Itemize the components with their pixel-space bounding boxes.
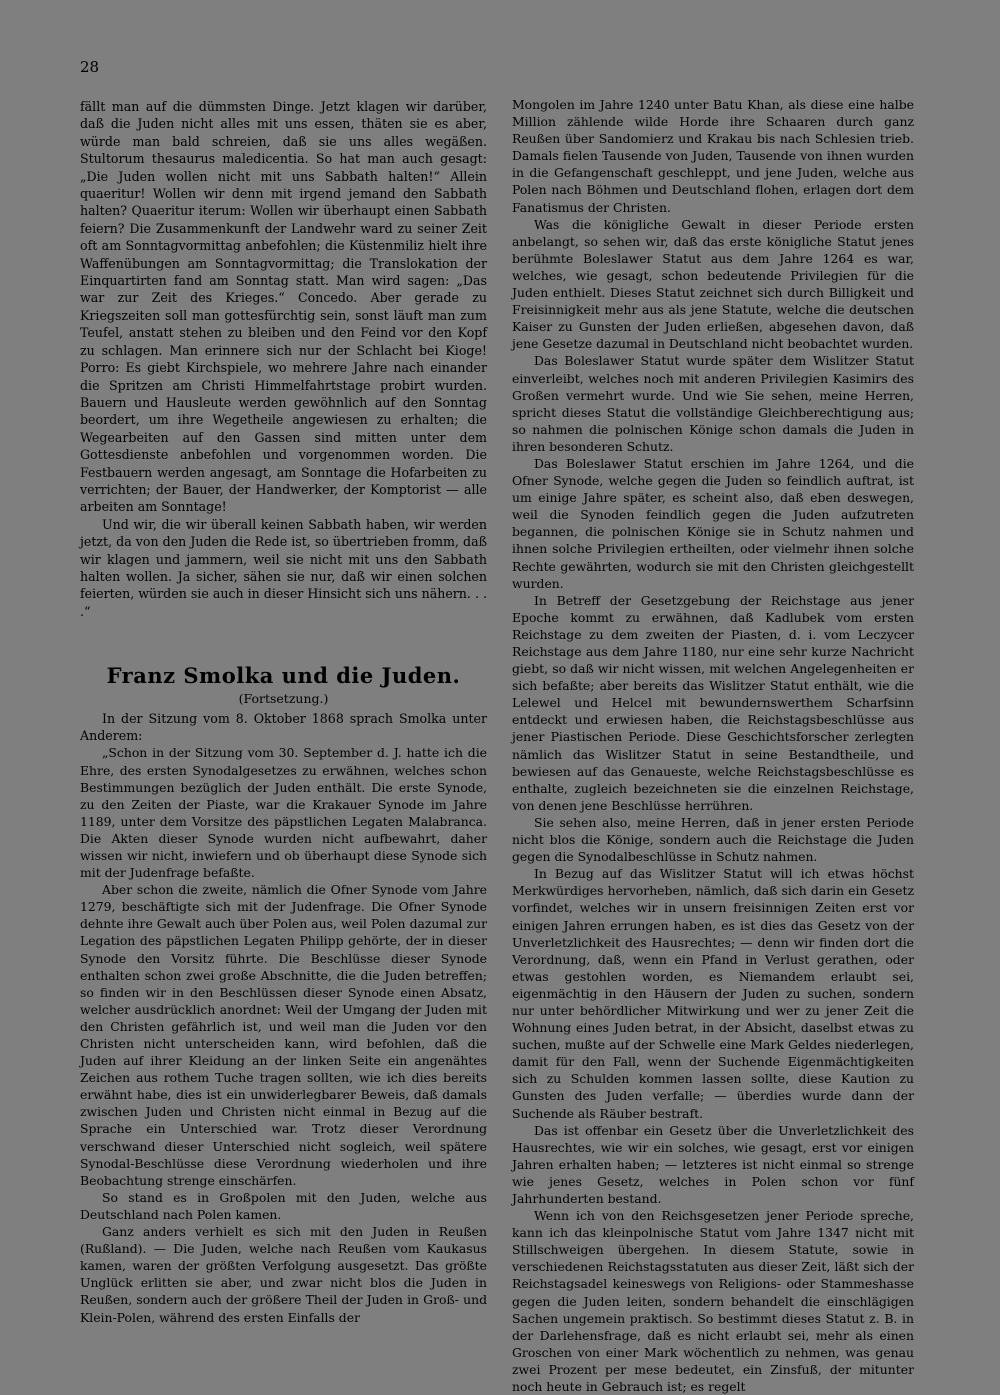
quote-paragraph: Wenn ich von den Reichsgesetzen jener Periode spreche, kann ich das kleinpolnische Statut vom Jahre 1347 nicht mit Stillschweigen übergehen. In diesem Statute, sowie in verschiedenen Reichstagsstatuten aus dieser Zeit, läßt sich der Reichstagsadel keineswegs von Religions- oder Stammeshasse gegen die Juden leiten, sondern behandelt die einschlägigen Sachen ungemein praktisch. So bestimmt dieses Statut z. B. in der Darlehensfrage, daß es nicht erlaubt sei, mehr als einen Groschen von einer Mark wöchentlich zu nehmen, was genau zwei Prozent per mese bedeutet, ein Zinsfuß, der mitunter noch heute in Gebrauch ist; es regelt [512, 1208, 914, 1395]
quote-paragraph: Sie sehen also, meine Herren, daß in jener ersten Periode nicht blos die Könige, sondern auch die Reichstage die Juden gegen die Synodalbeschlüsse in Schutz nahmen. [512, 814, 914, 865]
body-paragraph: Und wir, die wir überall keinen Sabbath haben, wir werden jetzt, da von den Juden die Rede ist, so übertrieben fromm, daß wir klagen und jammern, weil sie nicht mit uns den Sabbath halten wollen. Ja sicher, sähen sie nur, daß wir einen solchen feierten, würden sie auch in dieser Hinsicht sich uns nähern. . . .“ [80, 516, 487, 619]
quote-paragraph: Ganz anders verhielt es sich mit den Juden in Reußen (Rußland). — Die Juden, welche nach Reußen vom Kaukasus kamen, waren der größten Verfolgung ausgesetzt. Das größte Unglück erlitten sie aber, und zwar nicht blos die Juden in Reußen, sondern auch der größere Theil der Juden in Groß- und Klein-Polen, während des ersten Einfalls der [80, 1224, 487, 1325]
quote-paragraph: Mongolen im Jahre 1240 unter Batu Khan, als diese eine halbe Million zählende wilde Horde ihre Schaaren durch ganz Reußen über Sandomierz und Krakau bis nach Schlesien trieb. Damals fielen Tausende von Juden, Tausende von ihnen wurden in die Gefangenschaft geschleppt, und jene Juden, welche aus Polen nach Böhmen und Deutschland flohen, erlagen dort dem Fanatismus der Christen. [512, 97, 914, 215]
article-title: Franz Smolka und die Juden. [106, 663, 461, 689]
speech-quote [80, 744, 487, 1325]
quote-paragraph: Das Boleslawer Statut erschien im Jahre 1264, und die Ofner Synode, welche gegen die Juden so feindlich auftrat, ist um einige Jahre später, es scheint also, daß eben deswegen, weil die Synoden feindlich gegen die Juden aufzutreten begannen, die polnischen Könige sie in Schutz nahmen und ihnen solche Privilegien ertheilten, oder vielmehr ihnen solche Rechte gewährten, wodurch sie mit den Christen gleichgestellt wurden. [512, 455, 914, 591]
quote-paragraph: In Bezug auf das Wislitzer Statut will ich etwas höchst Merkwürdiges hervorheben, nämlich, daß sich darin ein Gesetz vorfindet, welches wir in unsern freisinnigen Zeiten erst vor einigen Jahren errungen haben, es ist dies das Gesetz von der Unverletzlichkeit des Hausrechtes; — denn wir finden dort die Verordnung, daß, wenn ein Pfand in Verlust gerathen, oder etwas gestohlen worden, es Niemandem erlaubt sei, eigenmächtig in den Häusern der Juden zu suchen, sondern nur unter behördlicher Mitwirkung und wer zu jener Zeit die Wohnung eines Juden betrat, in der Absicht, daselbst etwas zu suchen, mußte auf der Schwelle eine Mark Geldes niederlegen, damit für den Fall, wenn der Suchende Eigenmächtigkeiten sich zu Schulden kommen lassen sollte, diese Kaution zu Gunsten des Juden verfalle; — überdies wurde dann der Suchende als Räuber bestraft. [512, 866, 914, 1121]
quote-paragraph: So stand es in Großpolen mit den Juden, welche aus Deutschland nach Polen kamen. [80, 1189, 487, 1222]
left-column [80, 98, 487, 1326]
quote-paragraph: Das ist offenbar ein Gesetz über die Unverletzlichkeit des Hausrechtes, wie wir ein solches, wie gesagt, erst vor einigen Jahren erhalten haben; — letzteres ist nicht einmal so strenge wie jenes Gesetz, welches in Polen schon vor fünf Jahrhunderten bestand. [512, 1122, 914, 1206]
body-paragraph: fällt man auf die dümmsten Dinge. Jetzt klagen wir darüber, daß die Juden nicht alles mit uns essen, thäten sie es aber, würde man bald schreien, daß sie uns alles wegäßen. Stultorum thesaurus maledicentia. So hat man auch gesagt: „Die Juden wollen nicht mit uns Sabbath halten!“ Allein quaeritur! Wollen wir denn mit irgend jemand den Sabbath halten? Quaeritur iterum: Wollen wir überhaupt einen Sabbath feiern? Die Zusammenkunft der Landwehr ward zu seiner Zeit oft am Sonntagvormittag anbefohlen; die Küstenmiliz hielt ihre Waffenübungen am Sonntagvormittag; die Translokation der Einquartirten fand am Sonntag statt. Man wird sagen: „Das war zur Zeit des Krieges.“ Concedo. Aber gerade zu Kriegszeiten soll man gottesfürchtig sein, sonst läuft man zum Teufel, anstatt stehen zu bleiben und den Feind vor den Kopf zu schlagen. Man erinnere sich nur der Schlacht bei Kioge! Porro: Es giebt Kirchspiele, wo mehrere Jahre nach einander die Spritzen am Christi Himmelfahrtstage probirt wurden. Bauern und Hausleute werden gewöhnlich auf den Sonntag beordert, um ihre Wegetheile angewiesen zu erhalten; die Wegearbeiten auf den Gassen sind mitten unter dem Gottesdienste anbefohlen und vorgenommen worden. Die Festbauern werden angesagt, am Sonntage die Hofarbeiten zu verrichten; der Bauer, der Handwerker, der Komptorist — alle arbeiten am Sonntage! [80, 99, 487, 515]
quote-paragraph: Aber schon die zweite, nämlich die Ofner Synode vom Jahre 1279, beschäftigte sich mit der Judenfrage. Die Ofner Synode dehnte ihre Gewalt auch über Polen aus, weil Polen dazumal zur Legation des päpstlichen Legaten Philipp gehörte, der in dieser Synode den Vorsitz führte. Die Beschlüsse dieser Synode enthalten schon zwei große Abschnitte, die die Juden betreffen; so finden wir in den Beschlüssen dieser Synode einen Absatz, welcher ausdrücklich anordnet: Weil der Umgang der Juden mit den Christen gefährlich ist, und weil man die Juden vor den Christen nicht unterscheiden kann, wird befohlen, daß die Juden auf ihrer Kleidung an der linken Seite ein angenähtes Zeichen aus rothem Tuche tragen sollten, wie ich dies bereits erwähnt habe, dies ist ein unwiderlegbarer Beweis, daß damals zwischen Juden und Christen nicht einmal in Bezug auf die Sprache ein Unterschied war. Trotz dieser Verordnung verschwand dieser Unterschied nicht sogleich, weil spätere Synodal-Beschlüsse diese Verordnung wiederholen und ihre Beobachtung strenge einschärfen. [80, 882, 487, 1188]
article-subtitle: (Fortsetzung.) [238, 691, 329, 707]
quote-paragraph: Was die königliche Gewalt in dieser Periode ersten anbelangt, so sehen wir, daß das erste königliche Statut jenes berühmte Boleslawer Statut aus dem Jahre 1264 es war, welches, wie gesagt, schon bedeutende Privilegien für die Juden enthielt. Dieses Statut zeichnet sich durch Billigkeit und Freisinnigkeit mehr aus als jene Statute, welche die deutschen Kaiser zu Gunsten der Juden erließen, abgesehen davon, daß jene Gesetze dazumal in Deutschland nicht beobachtet wurden. [512, 216, 914, 352]
quote-paragraph: Das Boleslawer Statut wurde später dem Wislitzer Statut einverleibt, welches noch mit anderen Privilegien Kasimirs des Großen vermehrt wurde. Und wie Sie sehen, meine Herren, spricht dieses Statut die vollständige Gleichberechtigung aus; so nahmen die polnischen Könige schon damals die Juden in ihren besonderen Schutz. [512, 353, 914, 454]
quote-paragraph: „Schon in der Sitzung vom 30. September d. J. hatte ich die Ehre, des ersten Synodalgesetzes zu erwähnen, welches schon Bestimmungen bezüglich der Juden enthält. Die erste Synode, zu den Zeiten der Piaste, war die Krakauer Synode im Jahre 1189, unter dem Vorsitze des päpstlichen Legaten Malabranca. Die Akten dieser Synode wurden nicht aufbewahrt, daher wissen wir nicht, inwiefern und ob überhaupt diese Synode sich mit der Judenfrage befaßte. [80, 745, 487, 881]
quote-paragraph: In Betreff der Gesetzgebung der Reichstage aus jener Epoche kommt zu erwähnen, daß Kadlubek vom ersten Reichstage zu dem zweiten der Piasten, d. i. vom Leczycer Reichstage aus dem Jahre 1180, nur eine sehr kurze Nachricht giebt, so daß wir nicht wissen, mit welchen Angelegenheiten er sich befaßte; aber bereits das Wislitzer Statut enthält, wie die Lelewel und Helcel mit bewundernswerthem Scharfsinn entdeckt und erwiesen haben, die Reichstagsbeschlüsse aus jener Piastischen Periode. Diese Geschichtsforscher zerlegten nämlich das Wislitzer Statut in seine Bestandtheile, und bewiesen auf das Genaueste, welche Reichstagsbeschlüsse es enthalte, zugleich bezeichneten sie die einzelnen Reichstage, von denen jene Beschlüsse herrühren. [512, 592, 914, 813]
right-column [512, 96, 914, 1395]
article-lead: In der Sitzung vom 8. Oktober 1868 sprach Smolka unter Anderem: [80, 710, 487, 743]
page-number: 28 [80, 58, 100, 76]
